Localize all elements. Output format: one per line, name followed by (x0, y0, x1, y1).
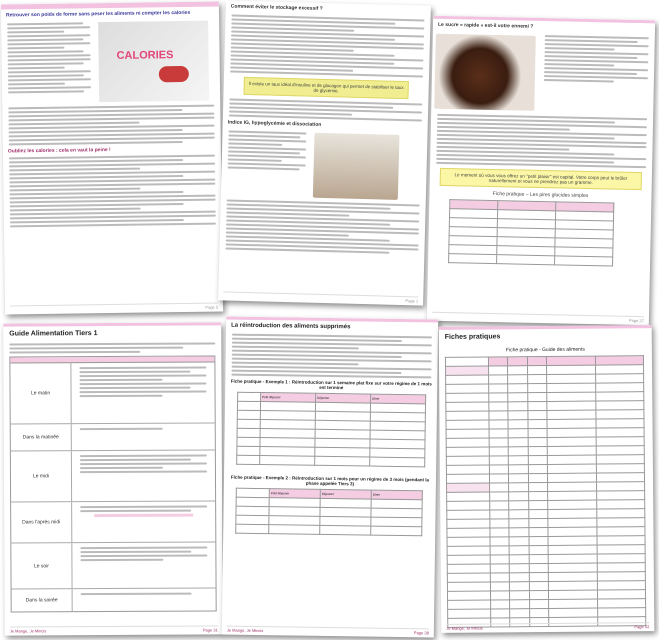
highlight-box: Il existe un taux idéal d'insuline et de glucagon qui permet de stabiliser le taux de glycémie. (243, 77, 408, 99)
row-label: Dans l'après midi (11, 502, 72, 542)
scissors-icon (159, 66, 189, 82)
section-heading: Indice IG, hypoglycémie et dissociation (227, 119, 322, 128)
row-label: Dans la soirée (12, 589, 73, 611)
page-5 (222, 317, 438, 638)
page-footer: Page 5 (10, 303, 218, 313)
woman-photo (313, 133, 400, 200)
page-title: Comment éviter le stockage excessif ? (230, 3, 323, 12)
row-label: Dans la matinée (11, 424, 72, 450)
page-4 (3, 322, 223, 635)
page-3 (427, 16, 655, 326)
row-label: Le soir (11, 543, 72, 588)
reintroduction-table-1: Petit déjeuner Déjeuner Dîner (236, 392, 426, 468)
glucides-table (448, 199, 614, 266)
chocolate-cake-photo (434, 34, 536, 111)
section-heading: Oubliez les calories : cela en vaut la peine ! (7, 147, 111, 155)
guide-table (9, 355, 216, 612)
page-2 (218, 0, 431, 305)
page-footer: Page 27 (432, 312, 644, 323)
page-6 (439, 325, 655, 633)
page-title: Retrouver son poids de forme sans peser les aliments ni compter les calories (5, 9, 191, 19)
page-footer: Page 1 (223, 291, 418, 303)
foods-guide-table (445, 355, 646, 628)
page-title: Guide Alimentation Tiers 1 (9, 330, 98, 338)
table-title: Fiche pratique - Guide des aliments (505, 346, 585, 354)
table-title: Fiche pratique – Les pires glucides simples (492, 190, 589, 199)
page-footer: Je Mange, Je Mincis Page 38 (226, 627, 429, 636)
highlight-box: Le moment où vous vous offrez un "petit plaisir" est capital. Votre corps peut le brûler naturellement et vous ne prendrez pas un gramme. (440, 168, 642, 190)
page-footer: Je Mange, Je Mincis Page 42 (446, 624, 650, 631)
table-title: Fiche pratique - Exemple 1 : Réintroduction sur 1 semaine plat fixe sur votre régime de 1 mois est terminé (230, 378, 432, 391)
reintroduction-table-2: Petit déjeuner Déjeuner Dîner (235, 488, 423, 537)
page-title: Le sucre « rapide » est-il votre ennemi ? (437, 21, 534, 30)
page-title: La réintroduction des aliments supprimés (231, 322, 351, 331)
table-title: Fiche pratique - Exemple 2 : Réintroduction sur 1 mois pour un régime de 3 mois (pendant la phase appelée Tiers 3) (230, 474, 430, 487)
page-1 (1, 1, 223, 314)
page-title: Fiches pratiques (444, 333, 501, 341)
row-label: Le midi (11, 451, 72, 501)
row-label: Le matin (10, 363, 71, 423)
calories-label: CALORIES (116, 49, 174, 62)
page-footer: Je Mange, Je Mincis Page 31 (9, 627, 218, 634)
calories-photo (98, 21, 209, 103)
